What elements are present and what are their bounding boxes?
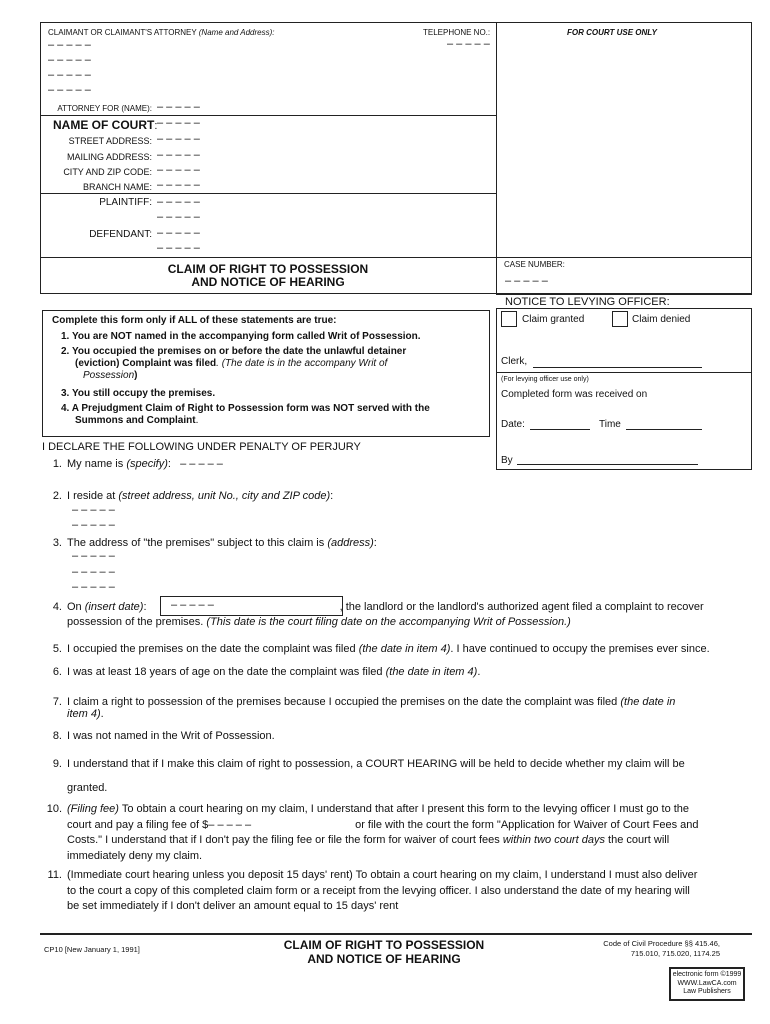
condition-4: 4. A Prejudgment Claim of Right to Possession form was NOT served with the Summons and Complaint. [61,403,430,426]
claimant-line-2[interactable]: – – – – – [48,54,91,66]
claimant-line-3[interactable]: – – – – – [48,69,91,81]
time-label: Time [599,419,621,430]
condition-1: 1. You are NOT named in the accompanying form called Writ of Possession. [61,331,421,342]
declaration-heading: I DECLARE THE FOLLOWING UNDER PENALTY OF PERJURY [42,441,361,453]
defendant-field-1[interactable]: – – – – – [157,227,200,239]
caption-divider [496,22,497,294]
claimant-label: CLAIMANT OR CLAIMANT'S ATTORNEY (Name and Address): [48,28,275,37]
defendant-label: DEFENDANT: [89,229,152,240]
claim-granted-label: Claim granted [522,314,585,325]
time-line[interactable] [626,429,702,430]
premises-line-2[interactable]: – – – – – [72,566,115,578]
branch-field[interactable]: – – – – – [157,179,200,191]
attorney-for-label: ATTORNEY FOR (NAME): [57,104,152,113]
officer-use-note: (For levying officer use only) [501,376,589,383]
street-field[interactable]: – – – – – [157,133,200,145]
premises-line-3[interactable]: – – – – – [72,581,115,593]
claimant-line-4[interactable]: – – – – – [48,84,91,96]
city-label: CITY AND ZIP CODE: [63,167,152,177]
date-line[interactable] [530,429,590,430]
footer-rule [40,933,752,935]
conditions-heading: Complete this form only if ALL of these statements are true: [52,315,337,326]
branch-label: BRANCH NAME: [82,182,152,192]
by-line[interactable] [517,464,698,465]
mailing-field[interactable]: – – – – – [157,149,200,161]
date-label: Date: [501,419,525,430]
claim-granted-checkbox[interactable] [501,311,517,327]
received-label: Completed form was received on [501,389,648,400]
condition-3: 3. You still occupy the premises. [61,388,216,399]
plaintiff-label: PLAINTIFF: [99,197,152,208]
city-field[interactable]: – – – – – [157,164,200,176]
residence-line-1[interactable]: – – – – – [72,504,115,516]
premises-line-1[interactable]: – – – – – [72,550,115,562]
clerk-line[interactable] [533,367,702,368]
case-number-label: CASE NUMBER: [504,260,565,269]
defendant-field-2[interactable]: – – – – – [157,242,200,254]
code-citation: Code of Civil Procedure §§ 415.46, 715.010, 715.020, 1174.25 [603,939,720,958]
filing-date-value: – – – – – [171,599,214,611]
court-use-label: FOR COURT USE ONLY [567,28,657,37]
clerk-label: Clerk, [501,356,528,367]
name-field[interactable]: – – – – – [180,458,223,470]
attorney-for-field[interactable]: – – – – – [157,101,200,113]
residence-line-2[interactable]: – – – – – [72,519,115,531]
name-of-court-label: NAME OF COURT: [53,118,158,132]
claim-denied-label: Claim denied [632,314,691,325]
case-number-field[interactable]: – – – – – [505,275,548,287]
notice-to-officer: NOTICE TO LEVYING OFFICER: [505,296,670,308]
plaintiff-field-1[interactable]: – – – – – [157,196,200,208]
by-label: By [501,455,513,466]
telephone-field[interactable]: – – – – – [447,38,490,50]
claimant-line-1[interactable]: – – – – – [48,39,91,51]
claim-denied-checkbox[interactable] [612,311,628,327]
telephone-label: TELEPHONE NO.: [423,28,491,37]
condition-2: 2. You occupied the premises on or before the date the unlawful detainer (eviction) Complaint was filed. (The date is in the accompany Writ of Possession) [61,346,407,381]
court-name-field[interactable]: – – – – – [157,117,200,129]
mailing-label: MAILING ADDRESS: [66,152,152,162]
form-number: CP10 [New January 1, 1991] [44,945,140,954]
plaintiff-field-2[interactable]: – – – – – [157,211,200,223]
form-title: CLAIM OF RIGHT TO POSSESSION AND NOTICE OF HEARING [167,262,369,289]
footer-title: CLAIM OF RIGHT TO POSSESSION AND NOTICE OF HEARING [283,938,485,966]
publisher-stamp-text: electronic form ©1999 WWW.LawCA.com Law Publishers [672,971,742,995]
street-label: STREET ADDRESS: [68,136,152,146]
filing-fee-field[interactable]: – – – – – [208,818,252,831]
